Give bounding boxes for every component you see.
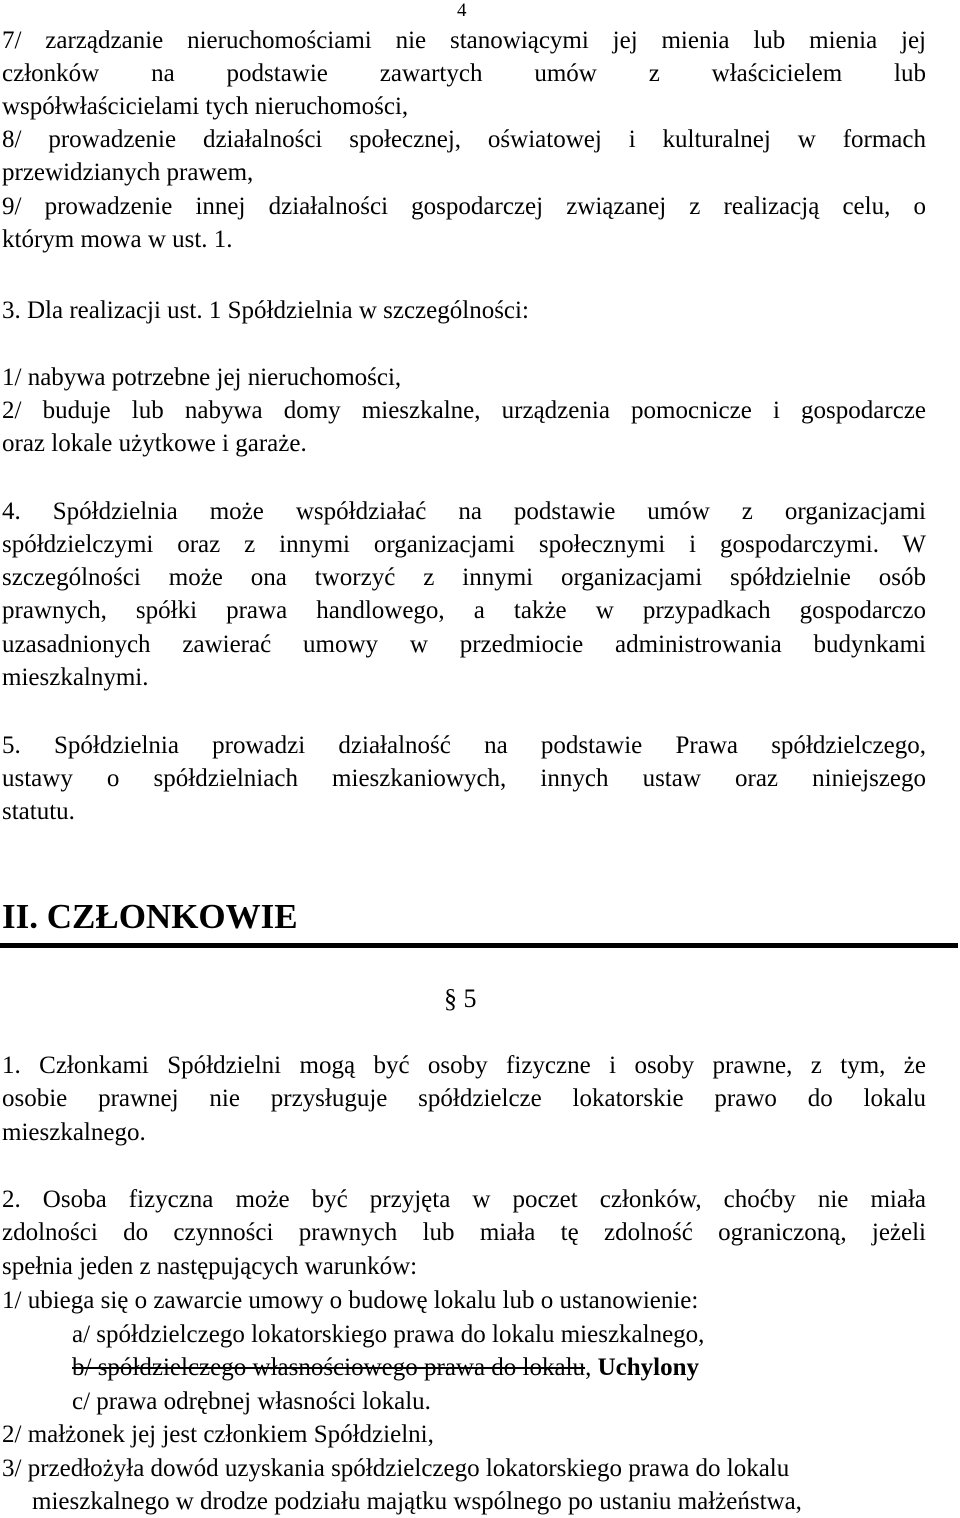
- text-line: 7/ zarządzanie nieruchomościami nie stanowiącymi jej mienia lub mienia jej: [2, 27, 926, 54]
- paragraph-4-line: 4. Spółdzielnia może współdziałać na podstawie umów z organizacjami: [2, 498, 926, 525]
- paragraph-4-line: mieszkalnymi.: [2, 664, 149, 691]
- paragraph-3-item-2: 2/ buduje lub nabywa domy mieszkalne, urządzenia pomocnicze i gospodarcze: [2, 397, 926, 424]
- section-sign: § 5: [444, 984, 477, 1013]
- paragraph-3-line: 3. Dla realizacji ust. 1 Spółdzielnia w szczególności:: [2, 297, 529, 324]
- sub-item-c: c/ prawa odrębnej własności lokalu.: [72, 1388, 431, 1415]
- s5-point-1-line: osobie prawnej nie przysługuje spółdzielcze lokatorskie prawo do lokalu: [2, 1085, 926, 1112]
- heading-rule: [0, 943, 958, 948]
- paragraph-3-item-1: 1/ nabywa potrzebne jej nieruchomości,: [2, 364, 402, 391]
- page-number: 4: [457, 0, 467, 21]
- s5-point-2-line: zdolności do czynności prawnych lub miała tę zdolność ograniczoną, jeżeli: [2, 1219, 926, 1246]
- text-line: 9/ prowadzenie innej działalności gospodarczej związanej z realizacją celu, o: [2, 193, 926, 220]
- sub-item-b: [72, 1351, 912, 1384]
- s5-point-2-line: 2. Osoba fizyczna może być przyjęta w poczet członków, choćby nie miała: [2, 1186, 926, 1213]
- sub-item-a: a/ spółdzielczego lokatorskiego prawa do lokalu mieszkalnego,: [72, 1321, 705, 1348]
- text-line: 8/ prowadzenie działalności społecznej, oświatowej i kulturalnej w formach: [2, 126, 926, 153]
- s5-point-1-line: mieszkalnego.: [2, 1119, 146, 1146]
- section-heading: II. CZŁONKOWIE: [2, 897, 298, 936]
- paragraph-4-line: spółdzielczymi oraz z innymi organizacjami społecznymi i gospodarczymi. W: [2, 531, 926, 558]
- text-line: współwłaścicielami tych nieruchomości,: [2, 93, 409, 120]
- condition-2: 2/ małżonek jej jest członkiem Spółdzielni,: [2, 1421, 434, 1448]
- separator: ,: [585, 1354, 598, 1381]
- struck-text: b/ spółdzielczego własnościowego prawa do lokalu: [72, 1354, 586, 1381]
- text-line: przewidzianych prawem,: [2, 159, 254, 186]
- paragraph-4-line: uzasadnionych zawierać umowy w przedmiocie administrowania budynkami: [2, 631, 926, 658]
- paragraph-3-item-2-cont: oraz lokale użytkowe i garaże.: [2, 430, 307, 457]
- paragraph-5-line: statutu.: [2, 798, 75, 825]
- repealed-note: Uchylony: [597, 1354, 699, 1381]
- paragraph-5-line: ustawy o spółdzielniach mieszkaniowych, innych ustaw oraz niniejszego: [2, 765, 926, 792]
- text-line: którym mowa w ust. 1.: [2, 226, 233, 253]
- paragraph-4-line: prawnych, spółki prawa handlowego, a także w przypadkach gospodarczo: [2, 597, 926, 624]
- s5-point-2-line: 1/ ubiega się o zawarcie umowy o budowę lokalu lub o ustanowienie:: [2, 1287, 699, 1314]
- s5-point-2-line: spełnia jeden z następujących warunków:: [2, 1253, 418, 1280]
- text-line: członków na podstawie zawartych umów z właścicielem lub: [2, 60, 926, 87]
- condition-3: 3/ przedłożyła dowód uzyskania spółdzielczego lokatorskiego prawa do lokalu: [2, 1455, 790, 1482]
- s5-point-1-line: 1. Członkami Spółdzielni mogą być osoby fizyczne i osoby prawne, z tym, że: [2, 1052, 926, 1079]
- paragraph-5-line: 5. Spółdzielnia prowadzi działalność na podstawie Prawa spółdzielczego,: [2, 732, 926, 759]
- condition-3-cont: mieszkalnego w drodze podziału majątku wspólnego po ustaniu małżeństwa,: [32, 1488, 802, 1515]
- paragraph-4-line: szczególności może ona tworzyć z innymi organizacjami spółdzielnie osób: [2, 564, 926, 591]
